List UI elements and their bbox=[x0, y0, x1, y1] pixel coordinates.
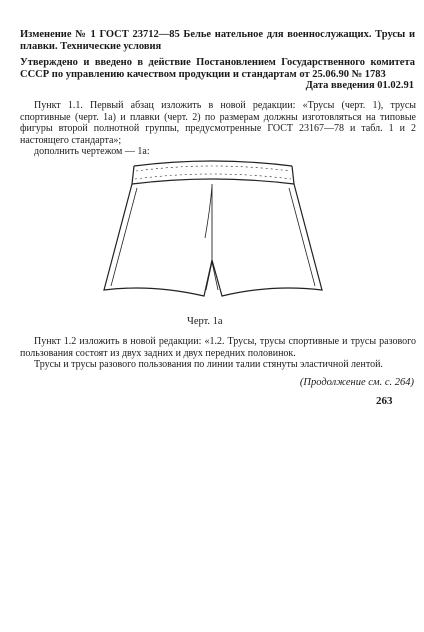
approval-statement: Утверждено и введено в действие Постановлением Государственного комитета СССР по управлению качеством продукции и стандартам от 25.06.90 № 1783 bbox=[20, 57, 415, 80]
continuation-note: (Продолжение см. с. 264) bbox=[299, 377, 414, 388]
figure-caption: Черт. 1а bbox=[187, 316, 223, 327]
left-leg bbox=[104, 184, 212, 296]
clause-1-2-text: Пункт 1.2 изложить в новой редакции: «1.2. Трусы, трусы спортивные и трусы разового пользования состоят из двух задних и двух передних половинок. bbox=[20, 336, 416, 359]
amendment-title: Изменение № 1 ГОСТ 23712—85 Белье нательное для военнослужащих. Трусы и плавки. Технические условия bbox=[20, 29, 415, 52]
clause-1-1-text: Пункт 1.1. Первый абзац изложить в новой редакции: «Трусы (черт. 1), трусы спортивные (черт. 1а) и плавки (черт. 2) по размерам должны изготовляться на типовые фигуры второй полнотной группы, предусмотренные ГОСТ 23167—78 и табл. 1 и 2 настоящего стандарта»; bbox=[20, 100, 416, 146]
clause-1-1-addition: дополнить чертежом — 1а: bbox=[34, 146, 150, 157]
page-number: 263 bbox=[376, 395, 393, 407]
clause-1-1 bbox=[20, 100, 416, 158]
effective-date: Дата введения 01.02.91 bbox=[305, 80, 414, 91]
clause-1-2-addition: Трусы и трусы разового пользования по линии талии стянуты эластичной лентой. bbox=[34, 359, 383, 370]
clause-1-2 bbox=[20, 336, 416, 371]
waistband-top bbox=[134, 161, 292, 166]
right-leg bbox=[212, 184, 322, 296]
waistband-bottom bbox=[132, 179, 294, 184]
shorts-drawing bbox=[100, 150, 325, 312]
